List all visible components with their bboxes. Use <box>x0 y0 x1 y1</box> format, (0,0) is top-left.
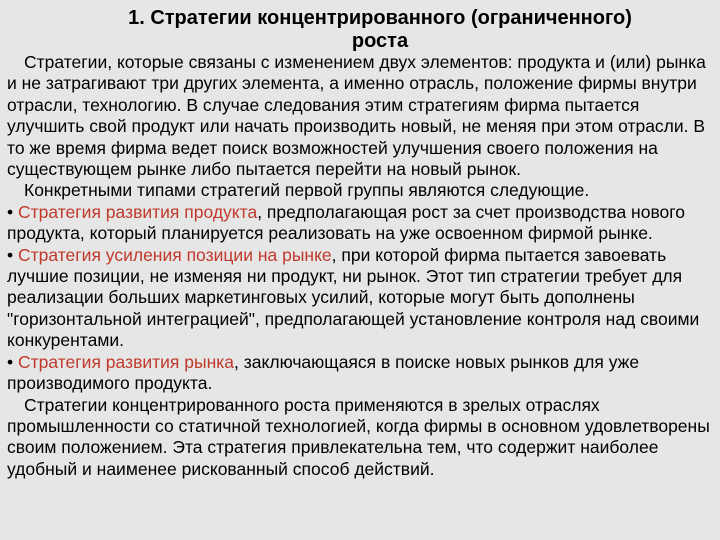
bullet-marker: • <box>7 201 18 222</box>
slide-body <box>7 52 713 480</box>
slide-title-line-1: 1. Стратегии концентрированного (ограниченного) <box>128 7 632 29</box>
bullet-marker: • <box>7 244 18 265</box>
bullet-item <box>7 202 713 245</box>
bullet-text: , при которой фирма пытается завоевать лучшие позиции, не изменяя ни продукт, ни рынок. Этот тип стратегии требует для реализации больших маркетинговых усилий, которые могут быть дополнены "горизонтальной интеграцией", предполагающей установление контроля над своими конкурентами. <box>7 244 700 351</box>
bullet-marker: • <box>7 351 18 372</box>
types-intro-paragraph: Конкретными типами стратегий первой группы являются следующие. <box>24 180 590 201</box>
slide-title <box>40 7 720 53</box>
bullet-term: Стратегия развития продукта <box>18 201 258 222</box>
bullet-text: , заключающаяся в поиске новых рынков для уже производимого продукта. <box>7 351 640 394</box>
bullet-term: Стратегия развития рынка <box>18 351 235 372</box>
bullet-text: , предполагающая рост за счет производства нового продукта, который планируется реализовать на уже освоенном фирмой рынке. <box>7 201 686 244</box>
bullet-item <box>7 352 713 395</box>
bullet-term: Стратегия усиления позиции на рынке <box>18 244 332 265</box>
intro-paragraph: Стратегии, которые связаны с изменением двух элементов: продукта и (или) рынка и не затрагивают три других элемента, а именно отрасль, положение фирмы внутри отрасли, технологию. В случае следования этим стратегиям фирма пытается улучшить свой продукт или начать производить новый, не меняя при этом отрасли. В то же время фирма ведет поиск возможностей улучшения своего положения на существующем рынке либо пытается перейти на новый рынок. <box>7 52 706 180</box>
bullet-item <box>7 245 713 352</box>
closing-paragraph: Стратегии концентрированного роста применяются в зрелых отраслях промышленности со статичной технологией, когда фирмы в основном удовлетворены своим положением. Эта стратегия привлекательна тем, что содержит наиболее удобный и наименее рискованный способ действий. <box>7 394 710 479</box>
slide-title-line-2: роста <box>351 30 409 52</box>
